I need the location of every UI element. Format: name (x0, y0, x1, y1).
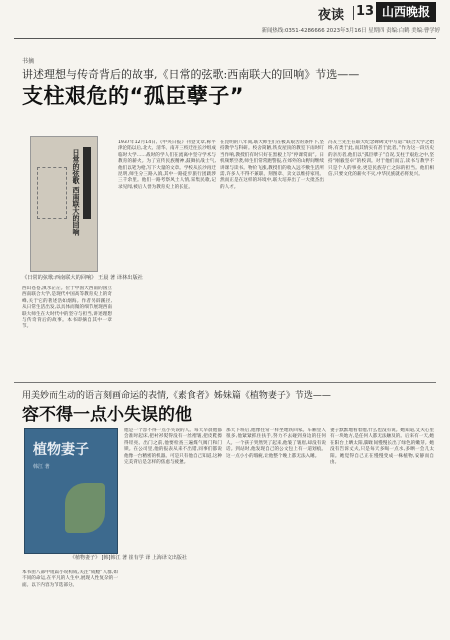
header-rule (14, 38, 436, 39)
page-header (0, 0, 450, 40)
section-title: 夜读 (318, 8, 345, 23)
leaf-illustration (65, 483, 105, 533)
article-category-label: 书摘 (22, 58, 35, 65)
article1-column-4: 冯友兰先生在联大纪念碑碑文中写道:“联合大学之始终,有类于此,而其情实有甚于此者。”作为这一段历史的亲历者,他们以“孤臣孽子”自况,支柱于艰危之中,坚持“刚毅坚卓”的校训。对于他们而言,读书与教学不只是个人的事业,更是民族存亡之际的担当。他们相信,只要文化的薪火不灭,中华民族就必将复兴。 (328, 140, 434, 178)
article1-column-2: 1937年12月14日,《中央日报》刊登文章,称平津沦陷以后,北大、清华、南开三校迁往长沙组成临时大学……战时的学人们在流离中坚守学术与教育的薪火。为了宣传民族精神,鼓舞抗战士气,他们以笔为枪,写下大量的文章。学校从长沙再迁昆明,师生分三路入滇,其中一路徒步旅行团跋涉三千余里。他们一路考察风土人情,采集民歌,记录见闻,被后人誉为教育史上的长征。 (118, 140, 216, 190)
article1-main-title: 支柱艰危的“孤臣孽子” (22, 84, 245, 108)
book-cover-band (83, 147, 91, 219)
article1-kicker-text: 讲述理想与传奇背后的故事,《日常的弦歌:西南联大的回响》节选—— (22, 68, 360, 81)
article2-column-4: 妻子默默地看着他,什么也没有说。她知道,丈夫心里有一块地方,是任何人都无法触及的。后来有一天,她在阳台上晒太阳,脚趾间慢慢长出了绿色的嫩芽。她没有告诉丈夫,只是每天多喝一点水,多晒一会儿太阳。她觉得自己正在慢慢变成一株植物,安静而自由。 (330, 428, 434, 466)
article2-main-title: 容不得一点小失误的他 (22, 405, 192, 425)
article2-column-2: 他是一个容不得一点小失误的人。每天早晨他都会准时起床,把衬衫熨得没有一丝褶皱,把皮鞋擦得锃亮。出门之前,他要检查三遍煤气阀门和门锁。在公司里,他的报表从来不出错,同事们都说他像一台精密的机器。可是只有他自己知道,这种完美背后是怎样的焦虑与疲惫。 (124, 428, 222, 466)
article2-column-3: 那天下班后,他像往常一样坐地铁回家。车厢里人很多,他紧紧抓住扶手,努力不去碰到身边的任何人。一个孩子突然哭了起来,他皱了皱眉,却没有说话。到站时,他发现自己的公文包上有一道划痕。这一点小小的瑕疵,让他整个晚上都无法入睡。 (226, 428, 326, 459)
book2-cover-title: 植物妻子 (33, 442, 89, 458)
book-cover-pattern (37, 167, 67, 219)
article1-column-3: 在昆明的八年间,联大师生们在极其艰苦的条件下,坚持教学与科研。校舍简陋,铁皮屋顶的教室下雨时叮当作响,教授们有时只好在黑板上写“停课赏雨”。日机频繁空袭,师生们常常跑警报,在郊外的山野间继续讲课与读书。物价飞涨,教授们的收入远不敷生活所需,许多人不得不兼职、刻图章、卖文以维持家用。然而正是在这样的环境中,联大培养出了一大批杰出的人才。 (220, 140, 324, 190)
article1-intro-column: 西山苍苍,滇水茫茫。位于中国大西南的国立西南联合大学,是现代中国高等教育史上的奇峰,关于它的著述浩如烟海。作者另辟蹊径,从日常生活出发,以具体而微的细节展现西南联大师生在大时代中的坚守与担当,讲述理想与传奇背后的故事。本书即摘自其中一章节。 (22, 286, 112, 330)
article-divider (14, 382, 436, 383)
article2-book-cover (24, 428, 118, 554)
book2-cover-author: 韩江 著 (33, 464, 50, 470)
article1-book-caption: 《日常的弦歌:西南联大的回响》 王晨 著 译林出版社 (22, 275, 143, 281)
page-number: 13 (356, 4, 375, 19)
article2-intro-column: 本书由八部中短篇小说构成,关注“成瘾”人群,如不同的命运,在平凡的人生中,展现人性复杂的一面。以下内容为节选部分。 (22, 570, 118, 588)
article2-kicker-text: 用美妙而生动的语言刻画命运的表情,《素食者》姊妹篇《植物妻子》节选—— (22, 391, 331, 401)
newspaper-logo: 山西晚报 (376, 2, 436, 22)
section-separator (353, 6, 354, 20)
book1-cover-title: 日常的弦歌 西南联大的回响 (72, 149, 81, 236)
header-info-line: 新闻热线:0351-4286666 2023年3月16日 星期四 责编:白鹤 美编:曹学婷 (261, 28, 440, 34)
article1-book-cover (30, 136, 98, 272)
article2-book-caption: 《植物妻子》 [韩]韩江 著 崔有学 译 上海译文出版社 (70, 555, 187, 561)
